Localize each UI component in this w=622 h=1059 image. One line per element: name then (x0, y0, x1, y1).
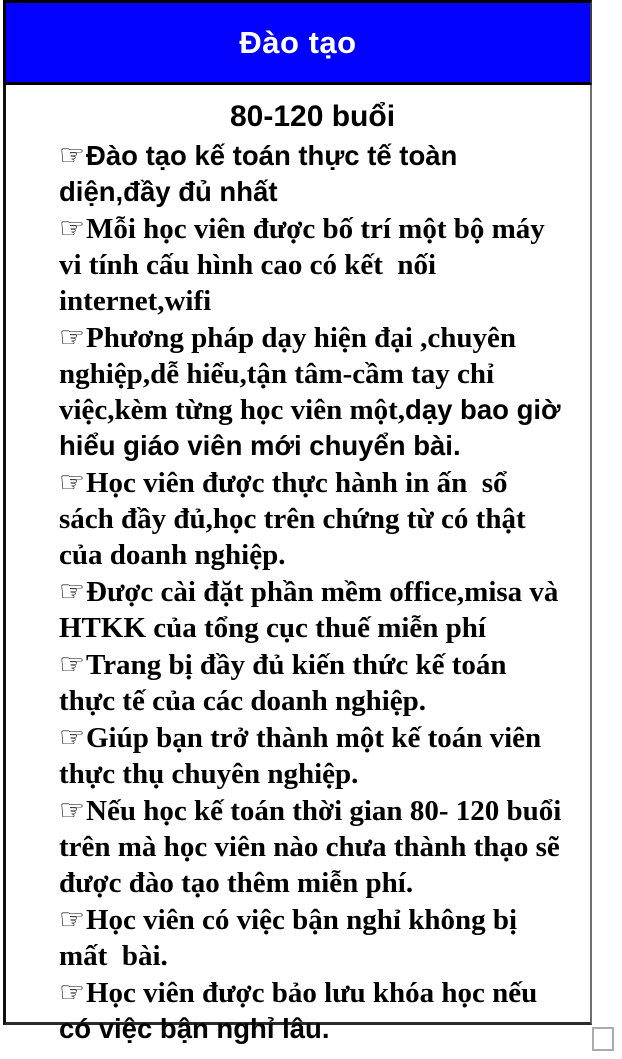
bullet-item (59, 210, 566, 319)
bullet-text: Mỗi học viên được bố trí một bộ máy vi tính cấu hình cao có kết nối internet,wifi (59, 213, 553, 317)
bullet-item (59, 719, 566, 792)
pointing-hand-icon: ☞ (59, 211, 85, 245)
bullet-text: Học viên được bảo lưu khóa học nếu (86, 977, 545, 1009)
bullet-list (59, 137, 569, 1047)
pointing-hand-icon: ☞ (59, 647, 85, 681)
pointing-hand-icon: ☞ (59, 793, 85, 827)
bullet-item (59, 137, 566, 210)
bullet-item (59, 646, 566, 719)
bullet-item (59, 573, 566, 646)
bullet-item (59, 319, 569, 464)
pointing-hand-icon: ☞ (59, 720, 85, 754)
bullet-item (59, 974, 566, 1047)
table-resize-handle[interactable] (592, 1027, 614, 1051)
bullet-text: Học viên được thực hành in ấn sổ sách đầy đủ,học trên chứng từ có thật của doanh nghiệp. (59, 467, 533, 571)
table-header-title: Đào tạo (239, 24, 357, 60)
bullet-text: Học viên có việc bận nghỉ không bị mất bài. (59, 904, 525, 972)
bullet-text: Được cài đặt phần mềm office,misa và HTKK của tổng cục thuế miễn phí (59, 576, 566, 644)
pointing-hand-icon: ☞ (59, 902, 85, 936)
bullet-text: dạy bao giờ hiểu giáo viên mới chuyển bài. (59, 394, 569, 461)
pointing-hand-icon: ☞ (59, 138, 85, 172)
table-header-cell (3, 0, 592, 85)
bullet-item (59, 792, 569, 901)
pointing-hand-icon: ☞ (59, 465, 85, 499)
bullet-item (59, 901, 566, 974)
bullet-text: Phương pháp dạy hiện đại ,chuyên nghiệp,dễ hiểu,tận tâm-cầm tay chỉ việc,kèm từng học viên một, (59, 322, 524, 426)
bullet-text: Giúp bạn trở thành một kế toán viên thực thụ chuyên nghiệp. (59, 722, 549, 790)
bullet-text: Đào tạo kế toán thực tế toàn diện,đầy đủ nhất (59, 140, 465, 207)
training-table (3, 0, 592, 1044)
pointing-hand-icon: ☞ (59, 320, 85, 354)
bullet-text: Trang bị đầy đủ kiến thức kế toán thực tế của các doanh nghiệp. (59, 649, 514, 717)
bullet-item (59, 464, 566, 573)
bullet-text: Nếu học kế toán thời gian 80- 120 buổi trên mà học viên nào chưa thành thạo sẽ được đào tạo thêm miễn phí. (59, 795, 569, 899)
card-title: 80-120 buổi (229, 100, 396, 133)
table-body-cell (3, 85, 592, 1044)
bullet-text: có việc bận nghỉ lâu. (59, 1013, 330, 1044)
pointing-hand-icon: ☞ (59, 975, 85, 1009)
pointing-hand-icon: ☞ (59, 574, 85, 608)
